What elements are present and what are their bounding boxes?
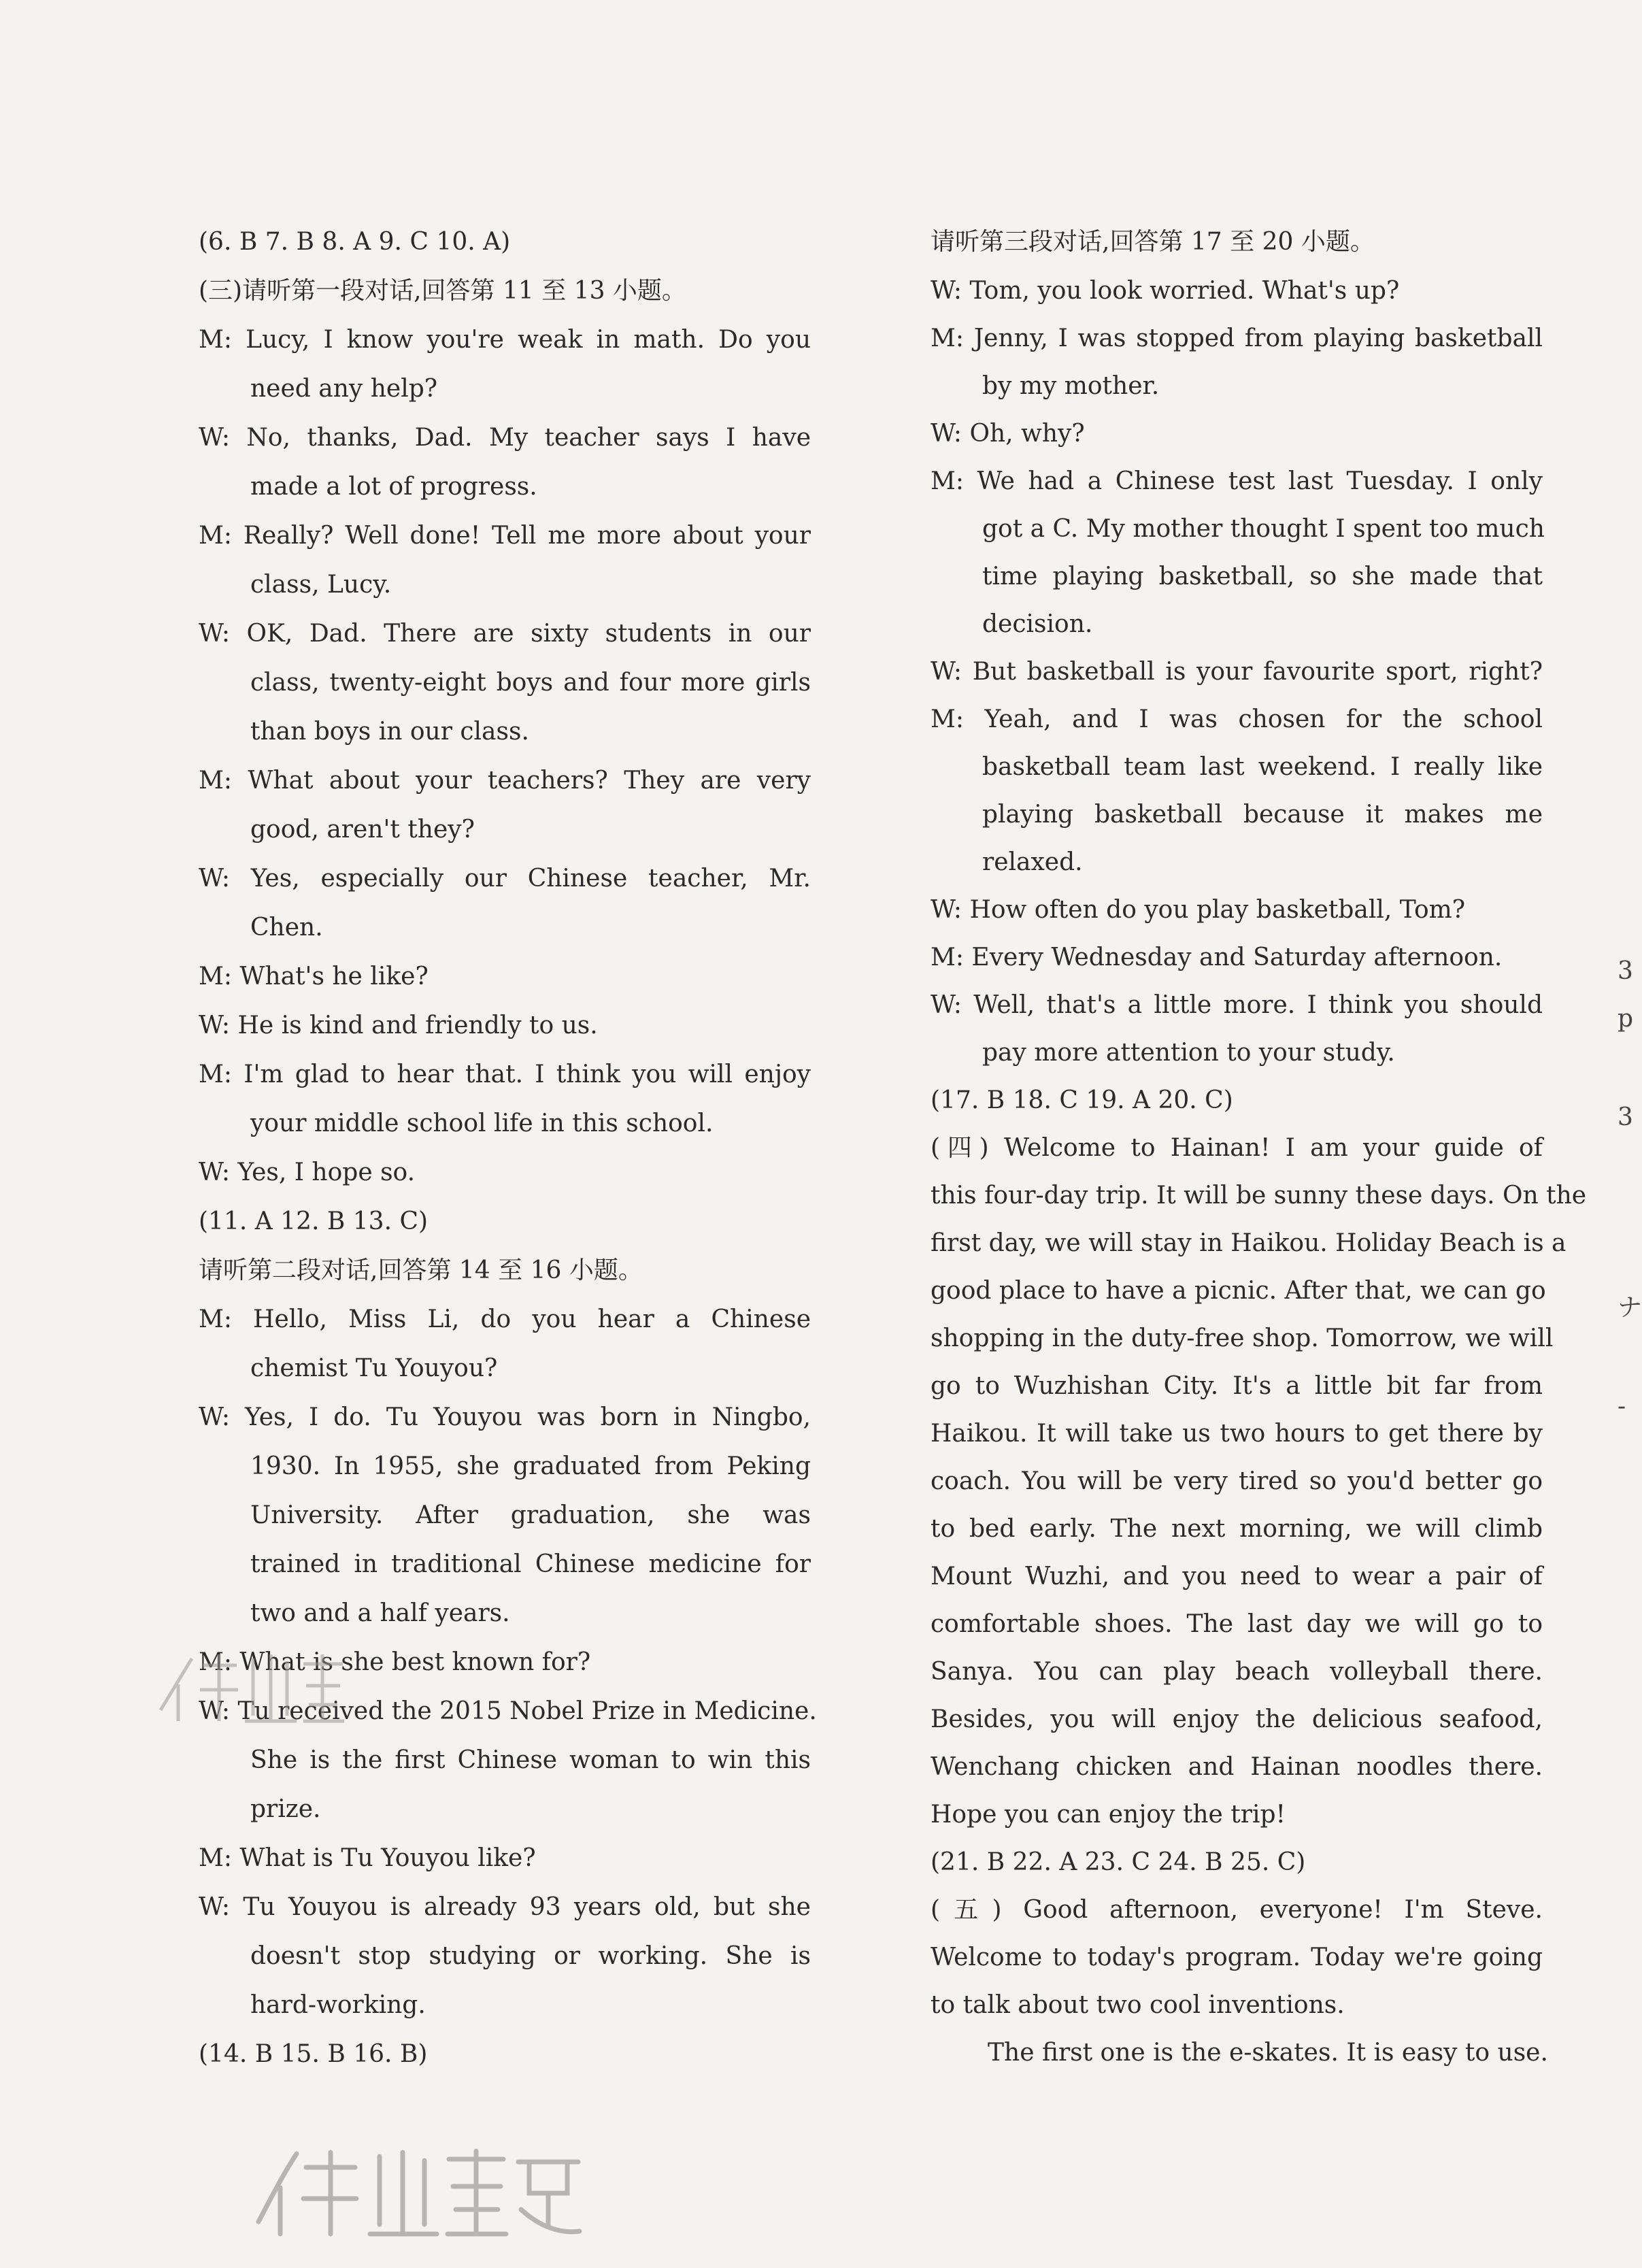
text-line: than boys in our class. [250, 718, 529, 746]
text-line: playing basketball because it makes me [982, 801, 1543, 829]
text-line: Hope you can enjoy the trip! [931, 1801, 1286, 1829]
text-line: chemist Tu Youyou? [250, 1354, 498, 1382]
text-line: W: Yes, especially our Chinese teacher, Mr. [199, 865, 811, 893]
text-line: class, twenty-eight boys and four more girls [250, 669, 811, 697]
text-line: (14. B 15. B 16. B) [199, 2040, 428, 2068]
text-line: coach. You will be very tired so you'd better go [931, 1467, 1543, 1495]
edge-fragment: 3 [1618, 957, 1633, 985]
text-line: W: No, thanks, Dad. My teacher says I have [199, 424, 811, 452]
text-line: The first one is the e-skates. It is easy to use. [988, 2039, 1548, 2067]
text-line: W: Yes, I do. Tu Youyou was born in Ningbo, [199, 1403, 811, 1431]
text-line: your middle school life in this school. [250, 1110, 714, 1137]
text-line: prize. [250, 1795, 321, 1823]
watermark-bottom [239, 2139, 586, 2241]
text-line: basketball team last weekend. I really like [982, 753, 1543, 781]
text-line: Wenchang chicken and Hainan noodles there. [931, 1753, 1543, 1781]
text-line: 请听第二段对话,回答第 14 至 16 小题。 [199, 1256, 643, 1284]
text-line: W: Yes, I hope so. [199, 1158, 416, 1186]
text-line: She is the first Chinese woman to win this [250, 1746, 811, 1774]
text-line: M: We had a Chinese test last Tuesday. I only [931, 467, 1543, 495]
text-line: (17. B 18. C 19. A 20. C) [931, 1086, 1233, 1114]
text-line: M: Hello, Miss Li, do you hear a Chinese [199, 1305, 811, 1333]
text-line: W: Tu Youyou is already 93 years old, but she [199, 1893, 811, 1921]
text-line: M: What is Tu Youyou like? [199, 1844, 536, 1872]
text-line: M: Really? Well done! Tell me more about your [199, 522, 811, 550]
text-line: good place to have a picnic. After that, we can go [931, 1277, 1546, 1305]
text-line: Sanya. You can play beach volleyball there. [931, 1658, 1543, 1686]
text-line: M: What is she best known for? [199, 1648, 591, 1676]
text-line: W: Tom, you look worried. What's up? [931, 277, 1400, 305]
text-line: doesn't stop studying or working. She is [250, 1942, 811, 1970]
edge-fragment: p [1618, 1005, 1634, 1033]
text-line: Haikou. It will take us two hours to get there by [931, 1420, 1543, 1448]
text-line: got a C. My mother thought I spent too much [982, 515, 1545, 543]
text-line: University. After graduation, she was [250, 1501, 811, 1529]
text-line: 请听第三段对话,回答第 17 至 20 小题。 [931, 228, 1375, 256]
text-line: M: Lucy, I know you're weak in math. Do you [199, 326, 811, 354]
text-line: M: Jenny, I was stopped from playing basketball [931, 324, 1543, 352]
text-line: (四) Welcome to Hainan! I am your guide of [931, 1134, 1543, 1162]
edge-fragment: - [1618, 1393, 1626, 1420]
text-line: hard-working. [250, 1991, 426, 2019]
text-line: W: Tu received the 2015 Nobel Prize in Medicine. [199, 1697, 817, 1725]
text-line: decision. [982, 610, 1093, 638]
text-line: 1930. In 1955, she graduated from Peking [250, 1452, 811, 1480]
text-line: M: What's he like? [199, 963, 429, 990]
edge-fragment: 3 [1618, 1103, 1633, 1131]
text-line: M: Yeah, and I was chosen for the school [931, 705, 1543, 733]
text-line: class, Lucy. [250, 571, 392, 599]
text-line: by my mother. [982, 372, 1160, 400]
text-line: go to Wuzhishan City. It's a little bit far from [931, 1372, 1543, 1400]
text-line: good, aren't they? [250, 816, 475, 844]
text-line: relaxed. [982, 848, 1083, 876]
text-line: two and a half years. [250, 1599, 510, 1627]
text-line: (11. A 12. B 13. C) [199, 1207, 429, 1235]
text-line: time playing basketball, so she made that [982, 563, 1543, 590]
text-line: W: How often do you play basketball, Tom? [931, 896, 1466, 924]
text-line: trained in traditional Chinese medicine for [250, 1550, 811, 1578]
text-line: W: Well, that's a little more. I think you should [931, 991, 1543, 1019]
text-line: first day, we will stay in Haikou. Holiday Beach is a [931, 1229, 1566, 1257]
text-line: W: But basketball is your favourite sport, right? [931, 658, 1543, 686]
text-line: W: OK, Dad. There are sixty students in our [199, 620, 811, 648]
text-line: (三)请听第一段对话,回答第 11 至 13 小题。 [199, 277, 686, 305]
text-line: (6. B 7. B 8. A 9. C 10. A) [199, 228, 511, 256]
text-line: (21. B 22. A 23. C 24. B 25. C) [931, 1848, 1306, 1876]
text-line: Chen. [250, 914, 323, 941]
text-line: to talk about two cool inventions. [931, 1991, 1345, 2019]
text-line: M: I'm glad to hear that. I think you will enjoy [199, 1061, 811, 1088]
text-line: Welcome to today's program. Today we're going [931, 1944, 1543, 1971]
text-line: M: What about your teachers? They are very [199, 767, 811, 795]
text-line: to bed early. The next morning, we will climb [931, 1515, 1543, 1543]
text-line: this four-day trip. It will be sunny these days. On the [931, 1182, 1587, 1210]
text-line: made a lot of progress. [250, 473, 537, 501]
text-line: W: Oh, why? [931, 420, 1085, 448]
edge-fragment: ナ [1618, 1294, 1642, 1322]
text-line: need any help? [250, 375, 438, 403]
text-line: pay more attention to your study. [982, 1039, 1395, 1067]
text-line: (五) Good afternoon, everyone! I'm Steve. [931, 1896, 1543, 1924]
text-line: Mount Wuzhi, and you need to wear a pair of [931, 1563, 1543, 1590]
text-line: M: Every Wednesday and Saturday afternoon. [931, 944, 1503, 971]
text-line: Besides, you will enjoy the delicious seafood, [931, 1705, 1543, 1733]
text-line: W: He is kind and friendly to us. [199, 1012, 598, 1039]
text-line: shopping in the duty-free shop. Tomorrow, we will [931, 1324, 1554, 1352]
text-line: comfortable shoes. The last day we will go to [931, 1610, 1543, 1638]
